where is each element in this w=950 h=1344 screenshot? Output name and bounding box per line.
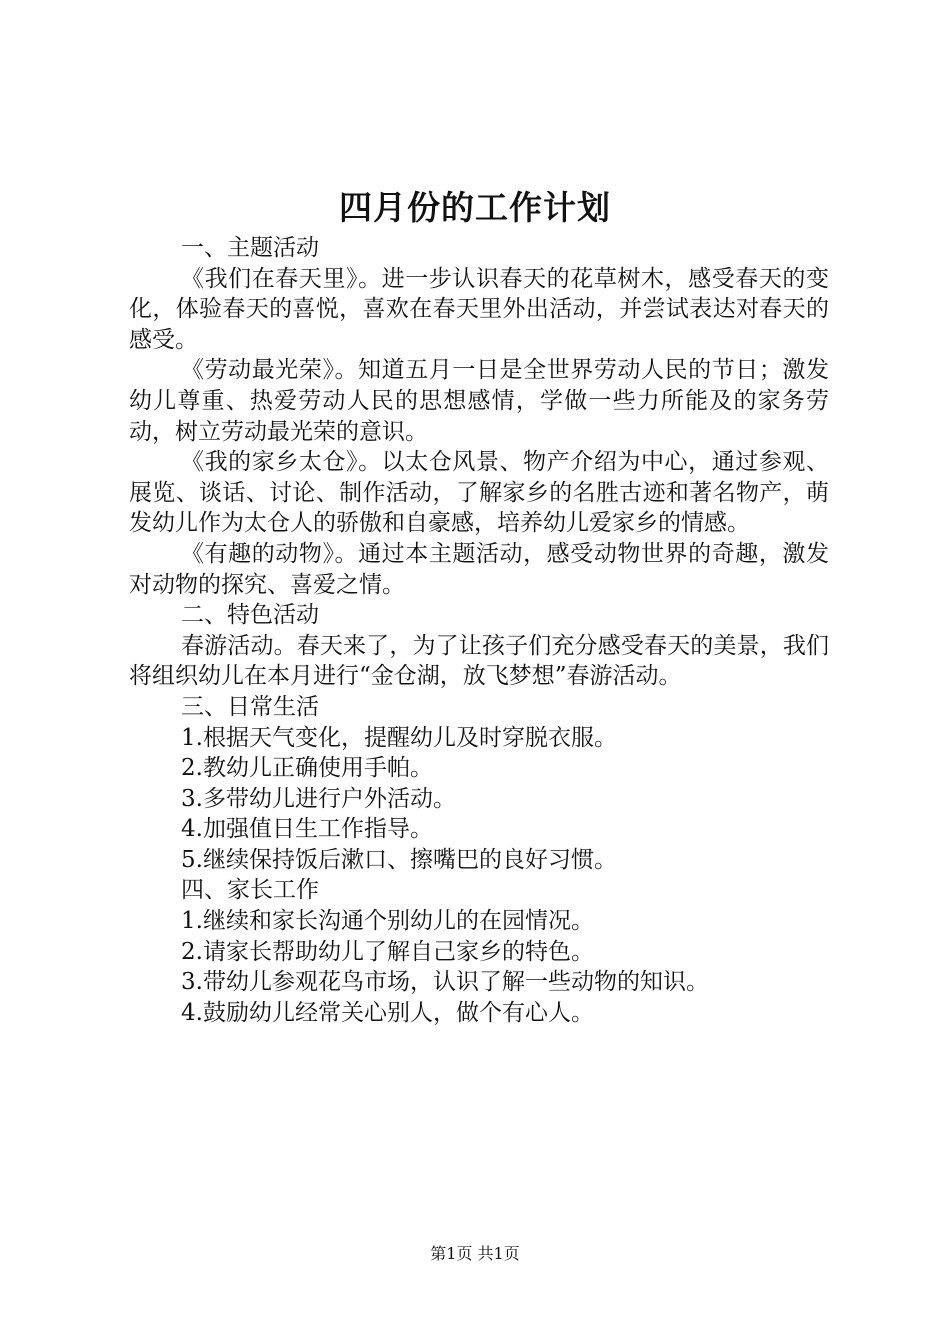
paragraph-labor: 《劳动最光荣》。知道五月一日是全世界劳动人民的节日；激发幼儿尊重、热爱劳动人民的思想感情，学做一些力所能及的家务劳动，树立劳动最光荣的意识。 [129, 357, 829, 445]
list-item-parent-2: 2.请家长帮助幼儿了解自己家乡的特色。 [181, 938, 594, 965]
paragraph-spring-outing: 春游活动。春天来了，为了让孩子们充分感受春天的美景，我们将组织幼儿在本月进行“金仓湖，放飞梦想”春游活动。 [129, 632, 829, 690]
page-footer: 第1页 共1页 [430, 1244, 520, 1263]
list-item-daily-4: 4.加强值日生工作指导。 [181, 816, 433, 843]
paragraph-hometown: 《我的家乡太仓》。以太仓风景、物产介绍为中心，通过参观、展览、谈话、讨论、制作活动，了解家乡的名胜古迹和著名物产，萌发幼儿作为太仓人的骄傲和自豪感，培养幼儿爱家乡的情感。 [129, 449, 829, 537]
list-item-parent-4: 4.鼓励幼儿经常关心别人，做个有心人。 [181, 999, 594, 1026]
list-item-daily-2: 2.教幼儿正确使用手帕。 [181, 755, 433, 782]
paragraph-animals: 《有趣的动物》。通过本主题活动，感受动物世界的奇趣，激发对动物的探究、喜爱之情。 [129, 540, 829, 598]
list-item-daily-1: 1.根据天气变化，提醒幼儿及时穿脱衣服。 [181, 724, 617, 751]
heading-parent-work: 四、家长工作 [181, 877, 319, 904]
paragraph-spring: 《我们在春天里》。进一步认识春天的花草树木，感受春天的变化，体验春天的喜悦，喜欢在春天里外出活动，并尝试表达对春天的感受。 [129, 265, 829, 353]
list-item-daily-5: 5.继续保持饭后漱口、擦嘴巴的良好习惯。 [181, 846, 617, 873]
heading-daily-life: 三、日常生活 [181, 693, 319, 720]
list-item-parent-3: 3.带幼儿参观花鸟市场，认识了解一些动物的知识。 [181, 969, 709, 996]
heading-theme-activities: 一、主题活动 [181, 235, 319, 261]
document-body [129, 233, 829, 1028]
list-item-daily-3: 3.多带幼儿进行户外活动。 [181, 785, 456, 812]
document-title: 四月份的工作计划 [339, 188, 611, 227]
heading-special-activities: 二、特色活动 [181, 602, 319, 629]
list-item-parent-1: 1.继续和家长沟通个别幼儿的在园情况。 [181, 908, 594, 935]
